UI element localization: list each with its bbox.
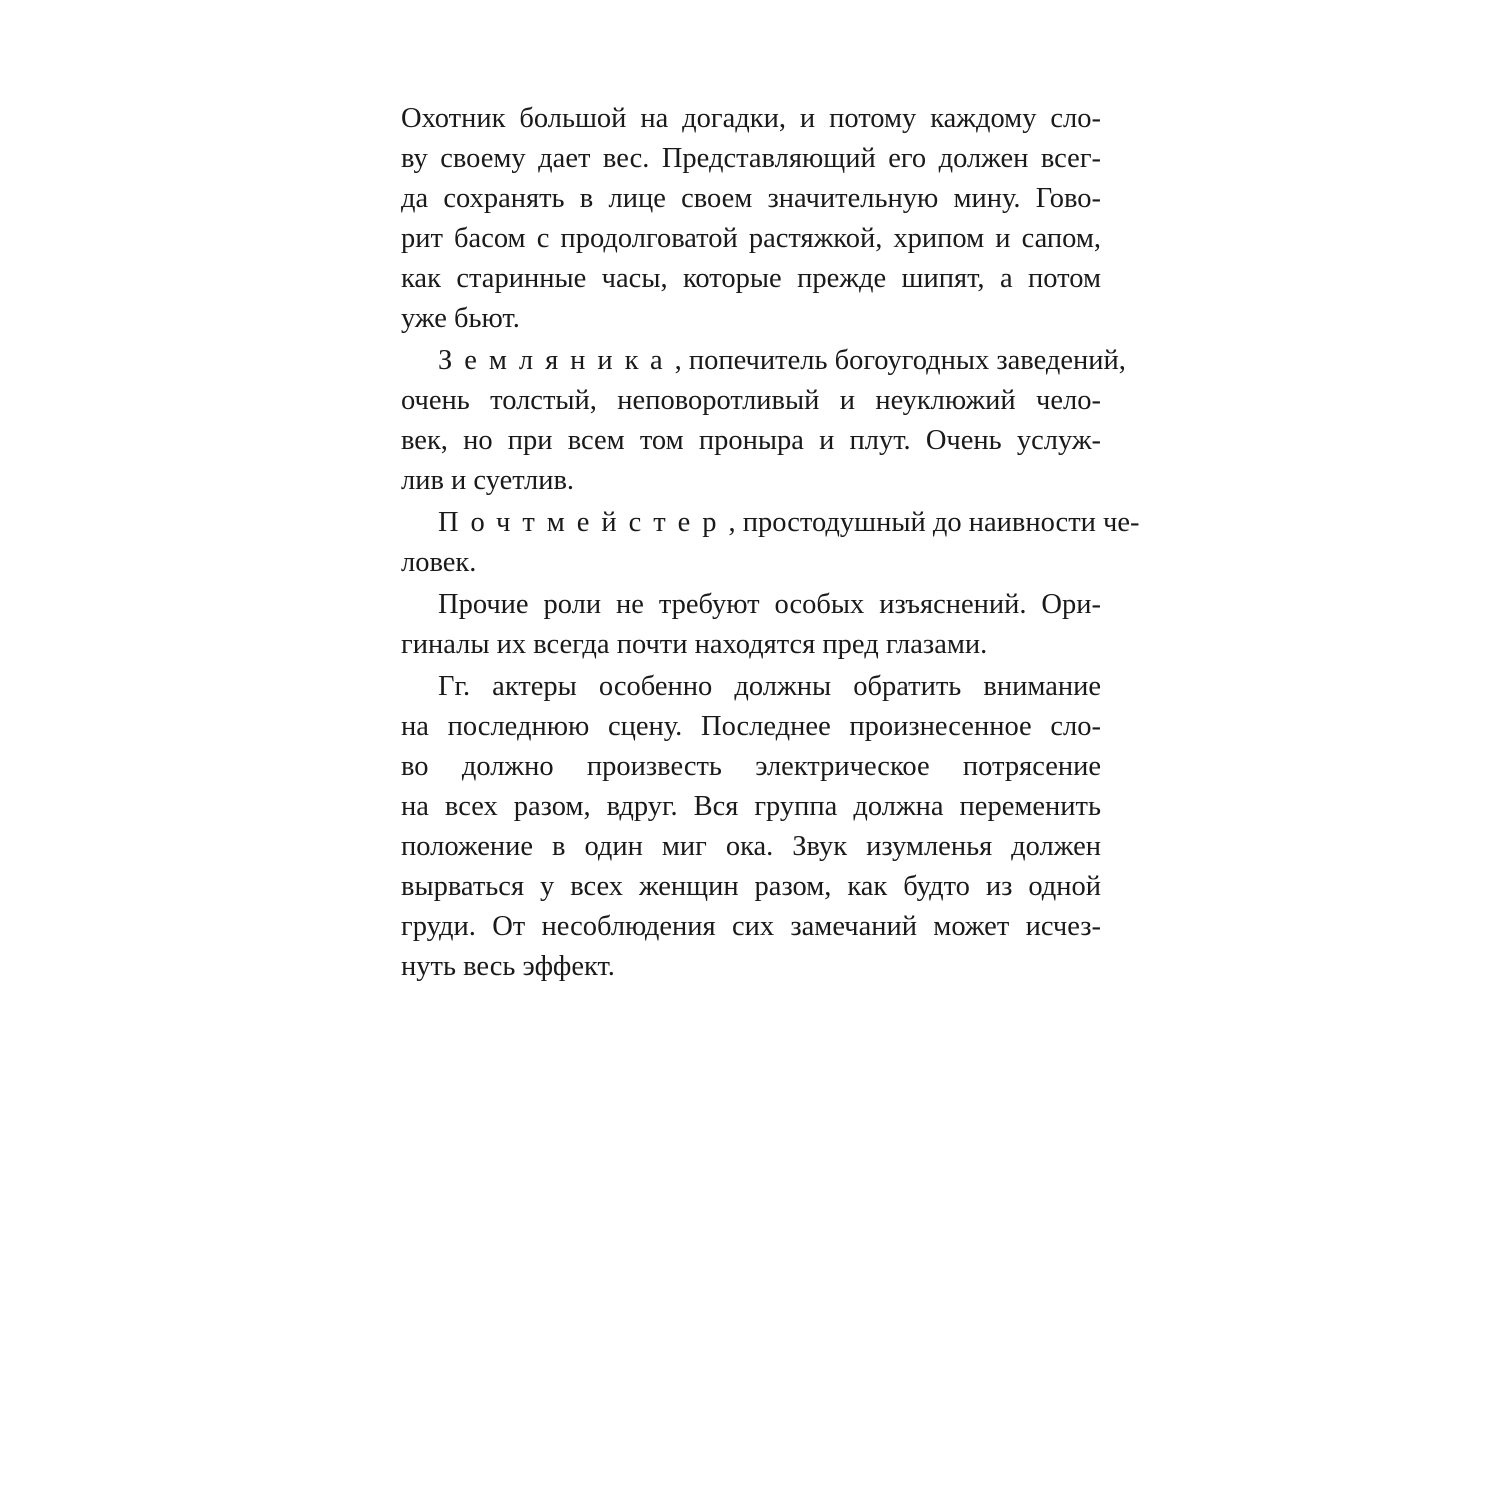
text-line: ву своему дает вес. Представляющий его должен всег-	[401, 143, 1101, 174]
text-line: груди. От несоблюдения сих замечаний может исчез-	[401, 911, 1101, 942]
text-line: во должно произвесть электрическое потрясение	[401, 751, 1101, 782]
paragraph-pochtmeyster	[401, 503, 1140, 583]
text-line	[401, 341, 1126, 381]
paragraph-gg-aktery	[401, 667, 1101, 987]
character-name-pochtmeyster: Почтмейстер	[438, 507, 729, 538]
text-line: рит басом с продолговатой растяжкой, хрипом и сапом,	[401, 223, 1101, 254]
text-line: ловек.	[401, 547, 477, 578]
document-page	[401, 99, 1140, 987]
text-fragment: , простодушный до наивности че-	[728, 507, 1140, 538]
text-line: на всех разом, вдруг. Вся группа должна переменить	[401, 791, 1101, 822]
text-line: как старинные часы, которые прежде шипят, а потом	[401, 263, 1101, 294]
text-line: Охотник большой на догадки, и потому каждому сло-	[401, 103, 1101, 134]
text-line	[401, 503, 1140, 543]
text-fragment: , попечитель богоугодных заведений,	[674, 345, 1126, 376]
paragraph-prochie-roli	[401, 585, 1101, 665]
text-line: Гг. актеры особенно должны обратить внимание	[438, 671, 1101, 702]
text-line: нуть весь эффект.	[401, 951, 615, 982]
character-name-zemlyanika: Земляника	[438, 345, 675, 376]
text-line: вырваться у всех женщин разом, как будто из одной	[401, 871, 1101, 902]
text-line: гиналы их всегда почти находятся пред глазами.	[401, 629, 988, 660]
text-line: да сохранять в лице своем значительную мину. Гово-	[401, 183, 1101, 214]
text-line: на последнюю сцену. Последнее произнесенное сло-	[401, 711, 1101, 742]
text-line: Прочие роли не требуют особых изъяснений. Ори-	[438, 589, 1101, 620]
text-line: очень толстый, неповоротливый и неуклюжий чело-	[401, 385, 1101, 416]
paragraph-okhotnik	[401, 99, 1101, 339]
text-line: век, но при всем том проныра и плут. Очень услуж-	[401, 425, 1101, 456]
text-line: положение в один миг ока. Звук изумленья должен	[401, 831, 1101, 862]
paragraph-zemlyanika	[401, 341, 1126, 501]
text-line: уже бьют.	[401, 303, 520, 334]
text-line: лив и суетлив.	[401, 465, 575, 496]
